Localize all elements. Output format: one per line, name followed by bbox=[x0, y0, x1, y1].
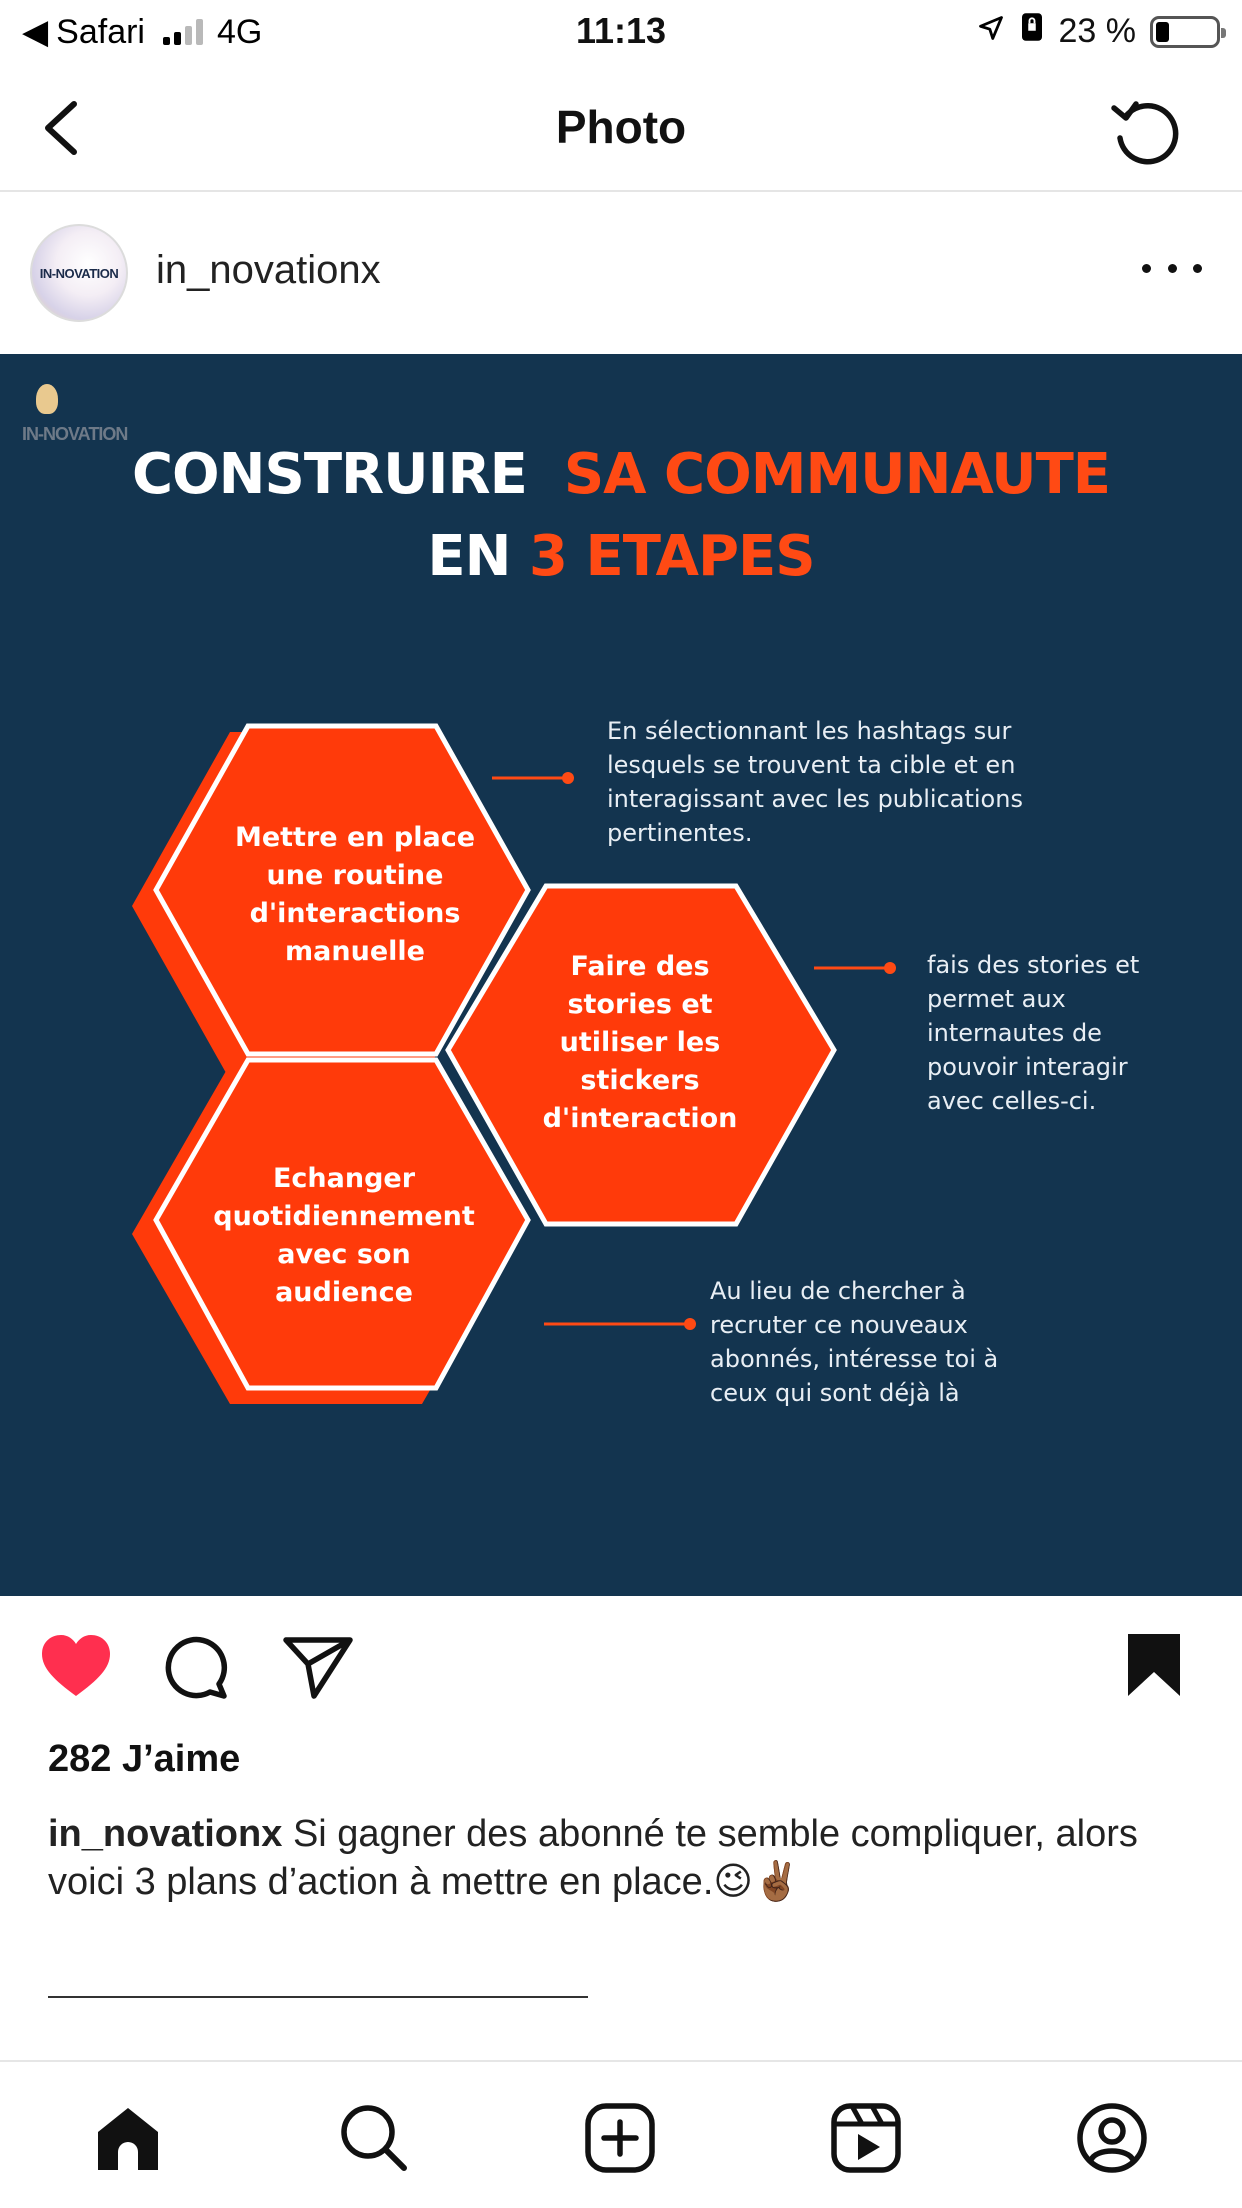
hexagon-1-label: Mettre en place une routine d'interactions manuelle bbox=[234, 822, 476, 967]
more-dots-icon[interactable] bbox=[1142, 256, 1202, 280]
headline-part2: SA COMMUNAUTE bbox=[563, 442, 1111, 507]
hexagon-2-label: Faire des stories et utiliser les stickers d'interaction bbox=[542, 951, 738, 1134]
battery-percent: 23 % bbox=[1058, 12, 1136, 50]
post-actions bbox=[0, 1610, 1242, 1720]
orientation-lock-icon bbox=[1019, 12, 1045, 51]
headline-part4: 3 ETAPES bbox=[529, 524, 815, 589]
profile-icon[interactable] bbox=[1076, 2102, 1148, 2174]
post-caption bbox=[48, 1810, 1208, 1906]
description-2: fais des stories et permet aux internautes de pouvoir interagir avec celles-ci. bbox=[927, 951, 1140, 1115]
connector-3 bbox=[544, 1318, 696, 1330]
location-icon bbox=[977, 12, 1005, 51]
caption-divider bbox=[48, 1996, 588, 1998]
comment-icon[interactable] bbox=[162, 1632, 232, 1702]
bookmark-filled-icon[interactable] bbox=[1126, 1632, 1196, 1702]
back-to-app-icon: ◀ bbox=[22, 13, 49, 51]
avatar[interactable] bbox=[30, 224, 128, 322]
heart-filled-icon[interactable] bbox=[40, 1632, 110, 1702]
bottom-tab-bar bbox=[0, 2060, 1242, 2208]
battery-icon bbox=[1150, 16, 1220, 48]
back-app-label: Safari bbox=[56, 12, 145, 51]
home-icon[interactable] bbox=[92, 2102, 164, 2174]
headline-part3: EN bbox=[427, 524, 511, 589]
description-1: En sélectionnant les hashtags sur lesquels se trouvent ta cible et en interagissant avec les publications pertinentes. bbox=[607, 717, 1023, 847]
status-bar bbox=[0, 0, 1242, 64]
connector-1 bbox=[492, 772, 574, 784]
refresh-icon[interactable] bbox=[1106, 90, 1186, 170]
post-image-logo-text: IN-NOVATION bbox=[22, 424, 128, 444]
post-username[interactable]: in_novationx bbox=[156, 248, 381, 292]
headline-part1: CONSTRUIRE bbox=[131, 442, 527, 507]
caption-text: Si gagner des abonné te semble compliquer, alors voici 3 plans d’action à mettre en place.😉✌🏾 bbox=[48, 1813, 1138, 1903]
search-icon[interactable] bbox=[338, 2102, 410, 2174]
hexagon-3-label: Echanger quotidiennement avec son audience bbox=[213, 1163, 475, 1308]
status-right bbox=[977, 12, 1221, 51]
description-3: Au lieu de chercher à recruter ce nouveaux abonnés, intéresse toi à ceux qui sont déjà là bbox=[710, 1277, 999, 1407]
battery-fill bbox=[1156, 22, 1169, 42]
reels-icon[interactable] bbox=[830, 2102, 902, 2174]
paper-plane-icon[interactable] bbox=[282, 1632, 352, 1702]
post-image[interactable] bbox=[0, 354, 1242, 1596]
plus-square-icon[interactable] bbox=[584, 2102, 656, 2174]
status-time: 11:13 bbox=[575, 10, 667, 51]
caption-username[interactable]: in_novationx bbox=[48, 1813, 283, 1855]
network-label: 4G bbox=[216, 12, 263, 51]
likes-count[interactable]: 282 J’aime bbox=[48, 1738, 241, 1780]
page-title: Photo bbox=[555, 101, 687, 153]
avatar-logo-text: IN-NOVATION bbox=[39, 265, 119, 281]
nav-bar bbox=[0, 64, 1242, 192]
connector-2 bbox=[814, 962, 896, 974]
post-header bbox=[0, 194, 1242, 354]
